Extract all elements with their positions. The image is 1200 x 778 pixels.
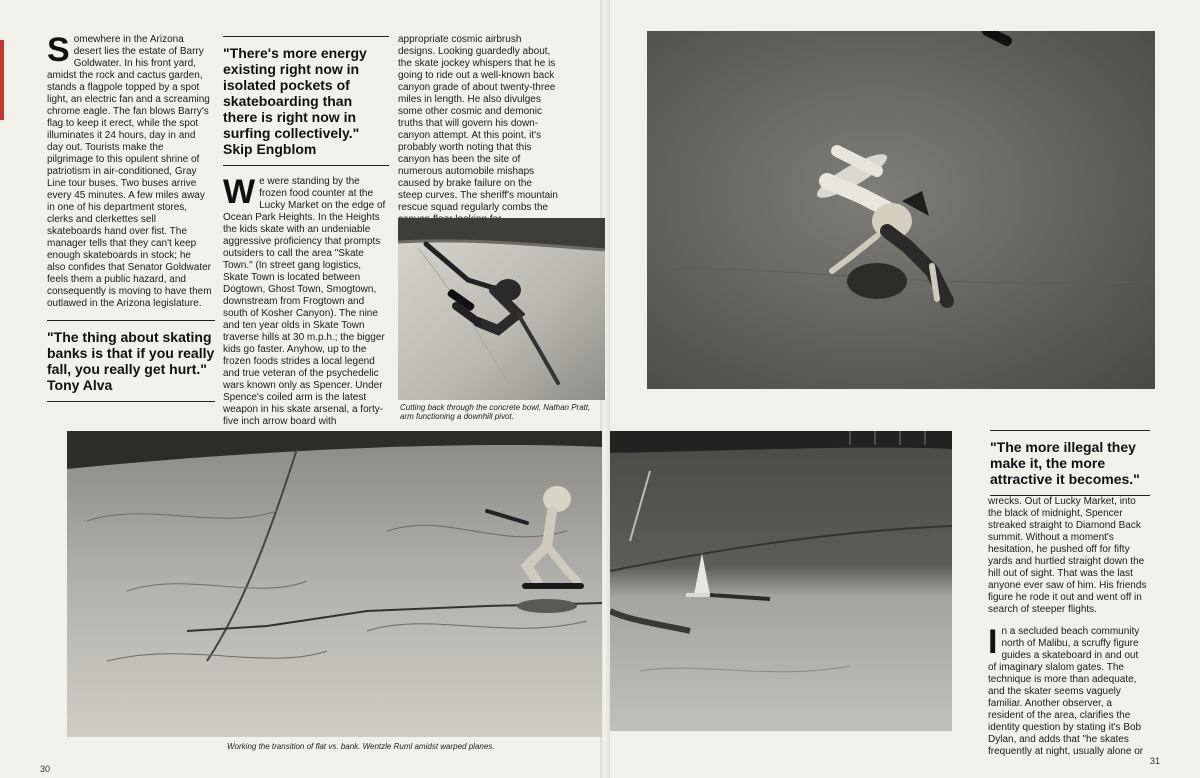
column-text: n a secluded beach community north of Malibu, a scruffy figure guides a skateboard in and out of imaginary slalom gates. The technique is more than adequate, and the skater seems vaguely familiar. Another observer, a resident of the area, clarifies the identity question by stating it's Bob Dylan, and adds that "he skates frequently at night, usually alone or — [988, 626, 1144, 757]
column-text: e were standing by the frozen food counter at the Lucky Market on the edge of Ocean Park Heights. In the Heights the kids skate with an undeniable aggressive proficiency that prompts outsiders to call the area "Skate Town." (In street gang logistics, Skate Town is located between Dogtown, Ghost Town, Smogtown, downstream from Frogtown and south of Kosher Canyon). The nine and ten year olds in Skate Town traverse hills at 30 m.p.h.; the bigger kids go faster. Anyhow, up to the frozen foods strides a local legend and true veteran of the psychedelic wars known only as Spencer. Under Spence's coiled arm is the latest weapon in his skate arsenal, a forty-five inch arrow board with — [223, 176, 386, 427]
pull-quote-attribution: Tony Alva — [47, 377, 113, 393]
article-column-4 — [988, 496, 1148, 758]
photo-caption-bowl: Cutting back through the concrete bowl, Nathan Pratt, arm functioning a downhill pivot. — [400, 403, 591, 421]
page-edge-mark — [0, 40, 4, 120]
pull-quote-alva — [47, 320, 215, 402]
drop-cap: W — [223, 173, 256, 211]
pull-quote-text: "There's more energy existing right now in isolated pockets of skateboarding than there is right now in surfing collectively." — [223, 45, 367, 141]
pull-quote-illegal — [990, 430, 1150, 496]
transition-photo-image-left — [67, 431, 602, 737]
drop-cap: I — [988, 623, 998, 661]
column-text: omewhere in the Arizona desert lies the estate of Barry Goldwater. In his front yard, amidst the rock and cactus garden, stands a flagpole topped by a spot light, an electric fan and a screaming chrome eagle. The fan blows Barry's flag to keep it erect, while the spot illuminates it 24 hours, day in and day out. Tourists make the pilgrimage to this opulent shrine of patriotism in air-conditioned, Gray Line tour buses. Two buses arrive every 45 minutes. A few miles away in one of his department stores, clerks and clerkettes sell skateboards hand over fist. The manager tells that they can't keep enough skateboards in stock; he also confides that Senator Goldwater feels them a public hazard, and consequently is moving to have them outlawed in the Arizona legislature. — [47, 34, 212, 309]
photo-transition-right — [610, 431, 952, 731]
bowl-photo-image — [398, 218, 605, 400]
page-number-left: 30 — [40, 764, 51, 774]
pull-quote-text: "The thing about skating banks is that if you really fall, you really get hurt." — [47, 329, 215, 377]
article-column-1 — [47, 31, 212, 310]
column-text: wrecks. Out of Lucky Market, into the black of midnight, Spencer streaked straight to Diamond Back summit. Without a moment's hesitation, he pushed off for fifty yards and hurtled straight down the hill out of sight. That was the last anyone ever saw of him. His friends figure he rode it out and went off in search of steeper flights. — [988, 496, 1147, 615]
photo-caption-transition: Working the transition of flat vs. bank. Wentzle Ruml amidst warped planes. — [227, 742, 495, 751]
article-column-2 — [223, 173, 388, 428]
photo-transition-left — [67, 431, 602, 737]
photo-bowl-pivot — [398, 218, 605, 400]
pull-quote-engblom — [223, 36, 389, 166]
article-column-3 — [398, 34, 558, 226]
page-number-right: 31 — [1150, 756, 1161, 766]
fall-photo-image — [647, 31, 1155, 389]
pull-quote-text: "The more illegal they make it, the more attractive it becomes." — [990, 439, 1140, 487]
column-text: appropriate cosmic airbrush designs. Looking guardedly about, the skate jockey whispers that he is going to ride out a well-known back canyon grade of about twenty-three miles in length. He also divulges some other cosmic and demonic truths that will govern his down-canyon attempt. At this point, it's probably worth noting that this canyon has been the site of numerous automobile mishaps caused by brake failure on the steep curves. The sheriff's mountain rescue squad regularly combs the — [398, 34, 558, 213]
transition-photo-image-right — [610, 431, 952, 731]
pull-quote-attribution: Skip Engblom — [223, 141, 317, 157]
photo-skater-fall — [647, 31, 1155, 389]
drop-cap: S — [47, 31, 70, 69]
